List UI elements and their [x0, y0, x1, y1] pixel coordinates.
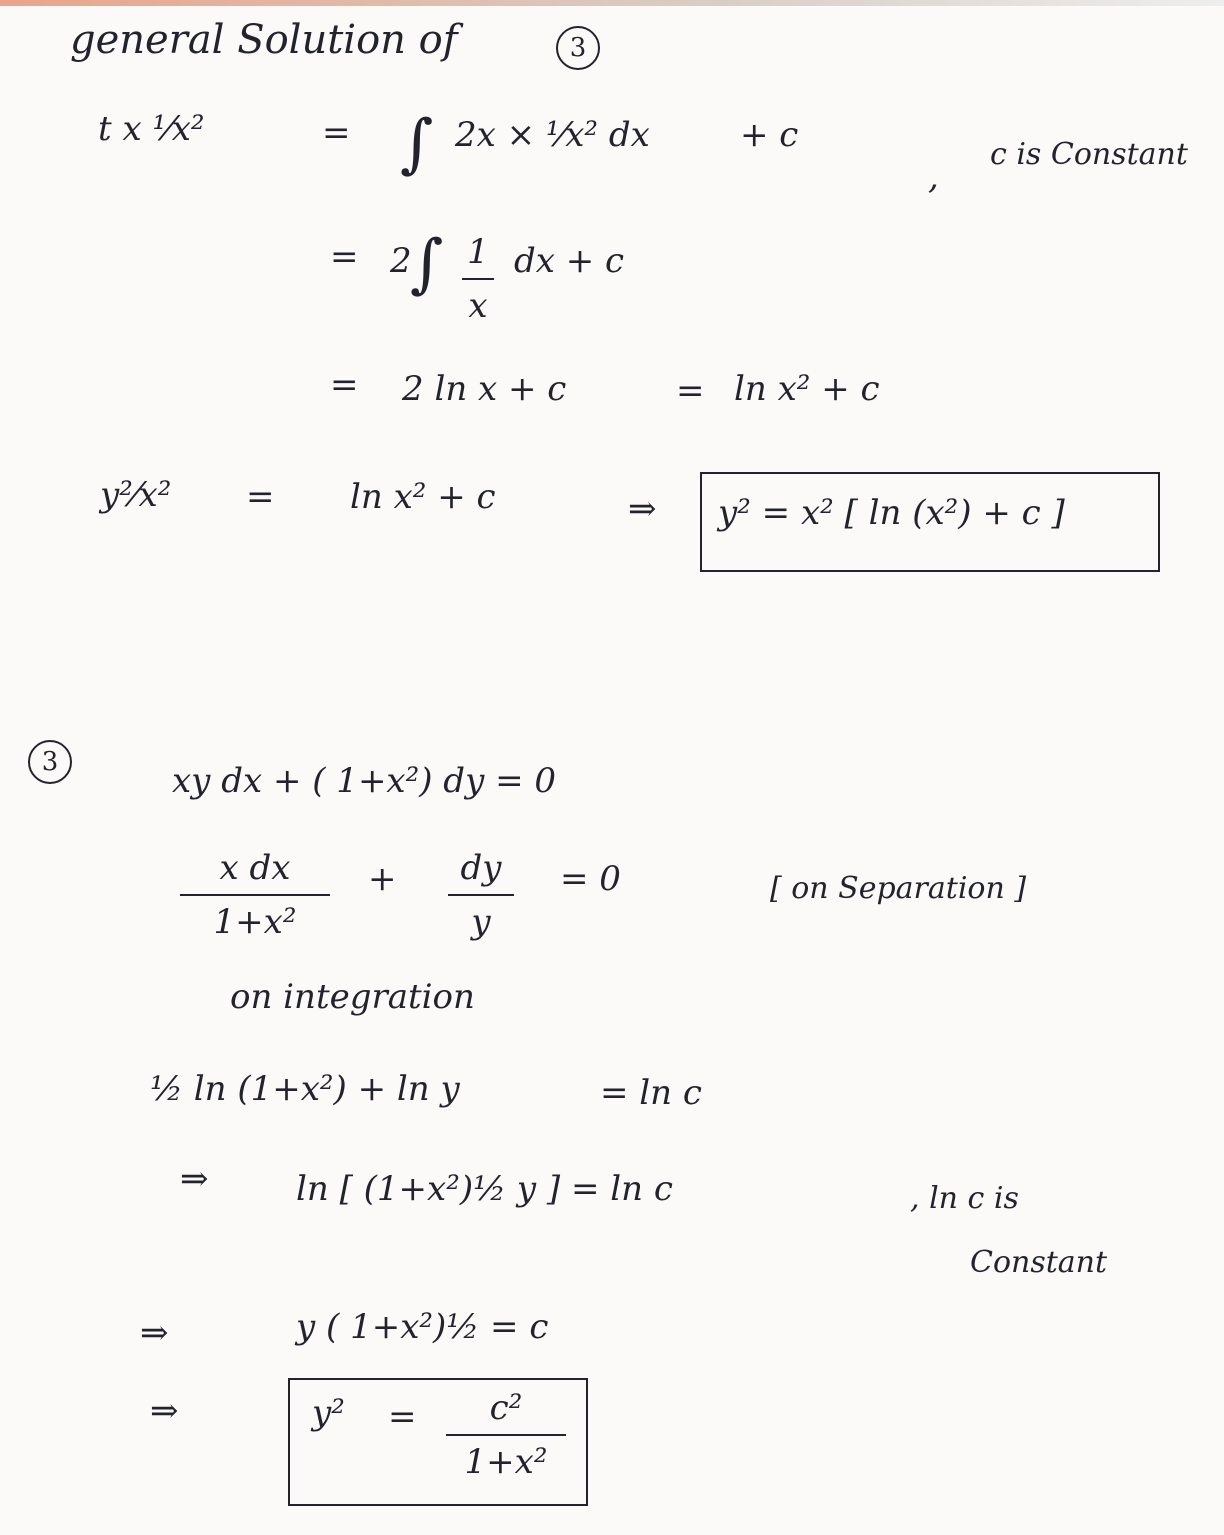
implies-2: ⇒ [140, 1313, 169, 1353]
implies-1: ⇒ [180, 1159, 209, 1199]
eq2-equals: = [330, 237, 359, 277]
eq2-coef: 2 [390, 241, 412, 281]
eq2-fraction [462, 232, 494, 326]
integration-label: on integration [230, 977, 475, 1017]
eq3-equals2: = [676, 371, 705, 411]
log-note-2: Constant [970, 1245, 1108, 1280]
integrated-rhs: = ln c [600, 1073, 702, 1113]
final-den: 1+x² [464, 1442, 548, 1482]
eq3-mid: 2 ln x + c [402, 369, 567, 409]
heading-text: general Solution of [70, 17, 458, 63]
problem-number-circle: 3 [28, 740, 72, 784]
paper-edge [0, 0, 1224, 6]
eq1-note: c is Constant [990, 137, 1188, 172]
eq1-comma: , [928, 157, 939, 197]
eq1-equals: = [322, 113, 351, 153]
sep-bar-1 [180, 894, 330, 896]
sep-note: [ on Separation ] [770, 871, 1027, 906]
eq2-tail: dx + c [514, 241, 625, 281]
integral-sign-1: ∫ [400, 107, 434, 181]
heading-ref-circle: 3 [556, 26, 600, 70]
eq4-equals: = [246, 477, 275, 517]
eq4-implies: ⇒ [628, 489, 657, 529]
eq1-lhs: t x ¹⁄x² [98, 109, 205, 149]
log-note-1: , ln c is [910, 1181, 1019, 1216]
final-fraction [446, 1388, 566, 1482]
result-line: y ( 1+x²)½ = c [296, 1307, 549, 1347]
sep-num-2: dy [460, 848, 502, 888]
problem-equation: xy dx + ( 1+x²) dy = 0 [172, 761, 557, 801]
sep-den-1: 1+x² [213, 902, 297, 942]
integrated-line: ½ ln (1+x²) + ln y [150, 1069, 460, 1109]
final-num: c² [489, 1388, 523, 1428]
eq4-rhs: ln x² + c [350, 477, 496, 517]
eq4-lhs: y²⁄x² [100, 475, 172, 515]
sep-bar-2 [448, 894, 514, 896]
integral-sign-2: ∫ [410, 227, 444, 301]
sep-fraction-1 [180, 848, 330, 942]
sep-plus: + [368, 859, 397, 899]
log-form: ln [ (1+x²)½ y ] = ln c [296, 1169, 673, 1209]
sep-num-1: x dx [219, 848, 291, 888]
eq2-bar [462, 278, 494, 280]
final-bar [446, 1434, 566, 1436]
implies-3: ⇒ [150, 1391, 179, 1431]
eq2-den: x [468, 286, 488, 326]
sep-den-2: y [471, 902, 491, 942]
sep-fraction-2 [448, 848, 514, 942]
eq1-integrand: 2x × ¹⁄x² dx [455, 115, 650, 155]
eq4-boxed: y² = x² [ ln (x²) + c ] [718, 493, 1065, 533]
final-lhs: y² [312, 1393, 345, 1433]
eq2-num: 1 [467, 232, 489, 272]
final-equals: = [388, 1397, 417, 1437]
sep-equals: = 0 [560, 859, 621, 899]
eq3-right: ln x² + c [734, 369, 880, 409]
eq1-plus-c: + c [740, 115, 799, 155]
eq3-equals: = [330, 365, 359, 405]
